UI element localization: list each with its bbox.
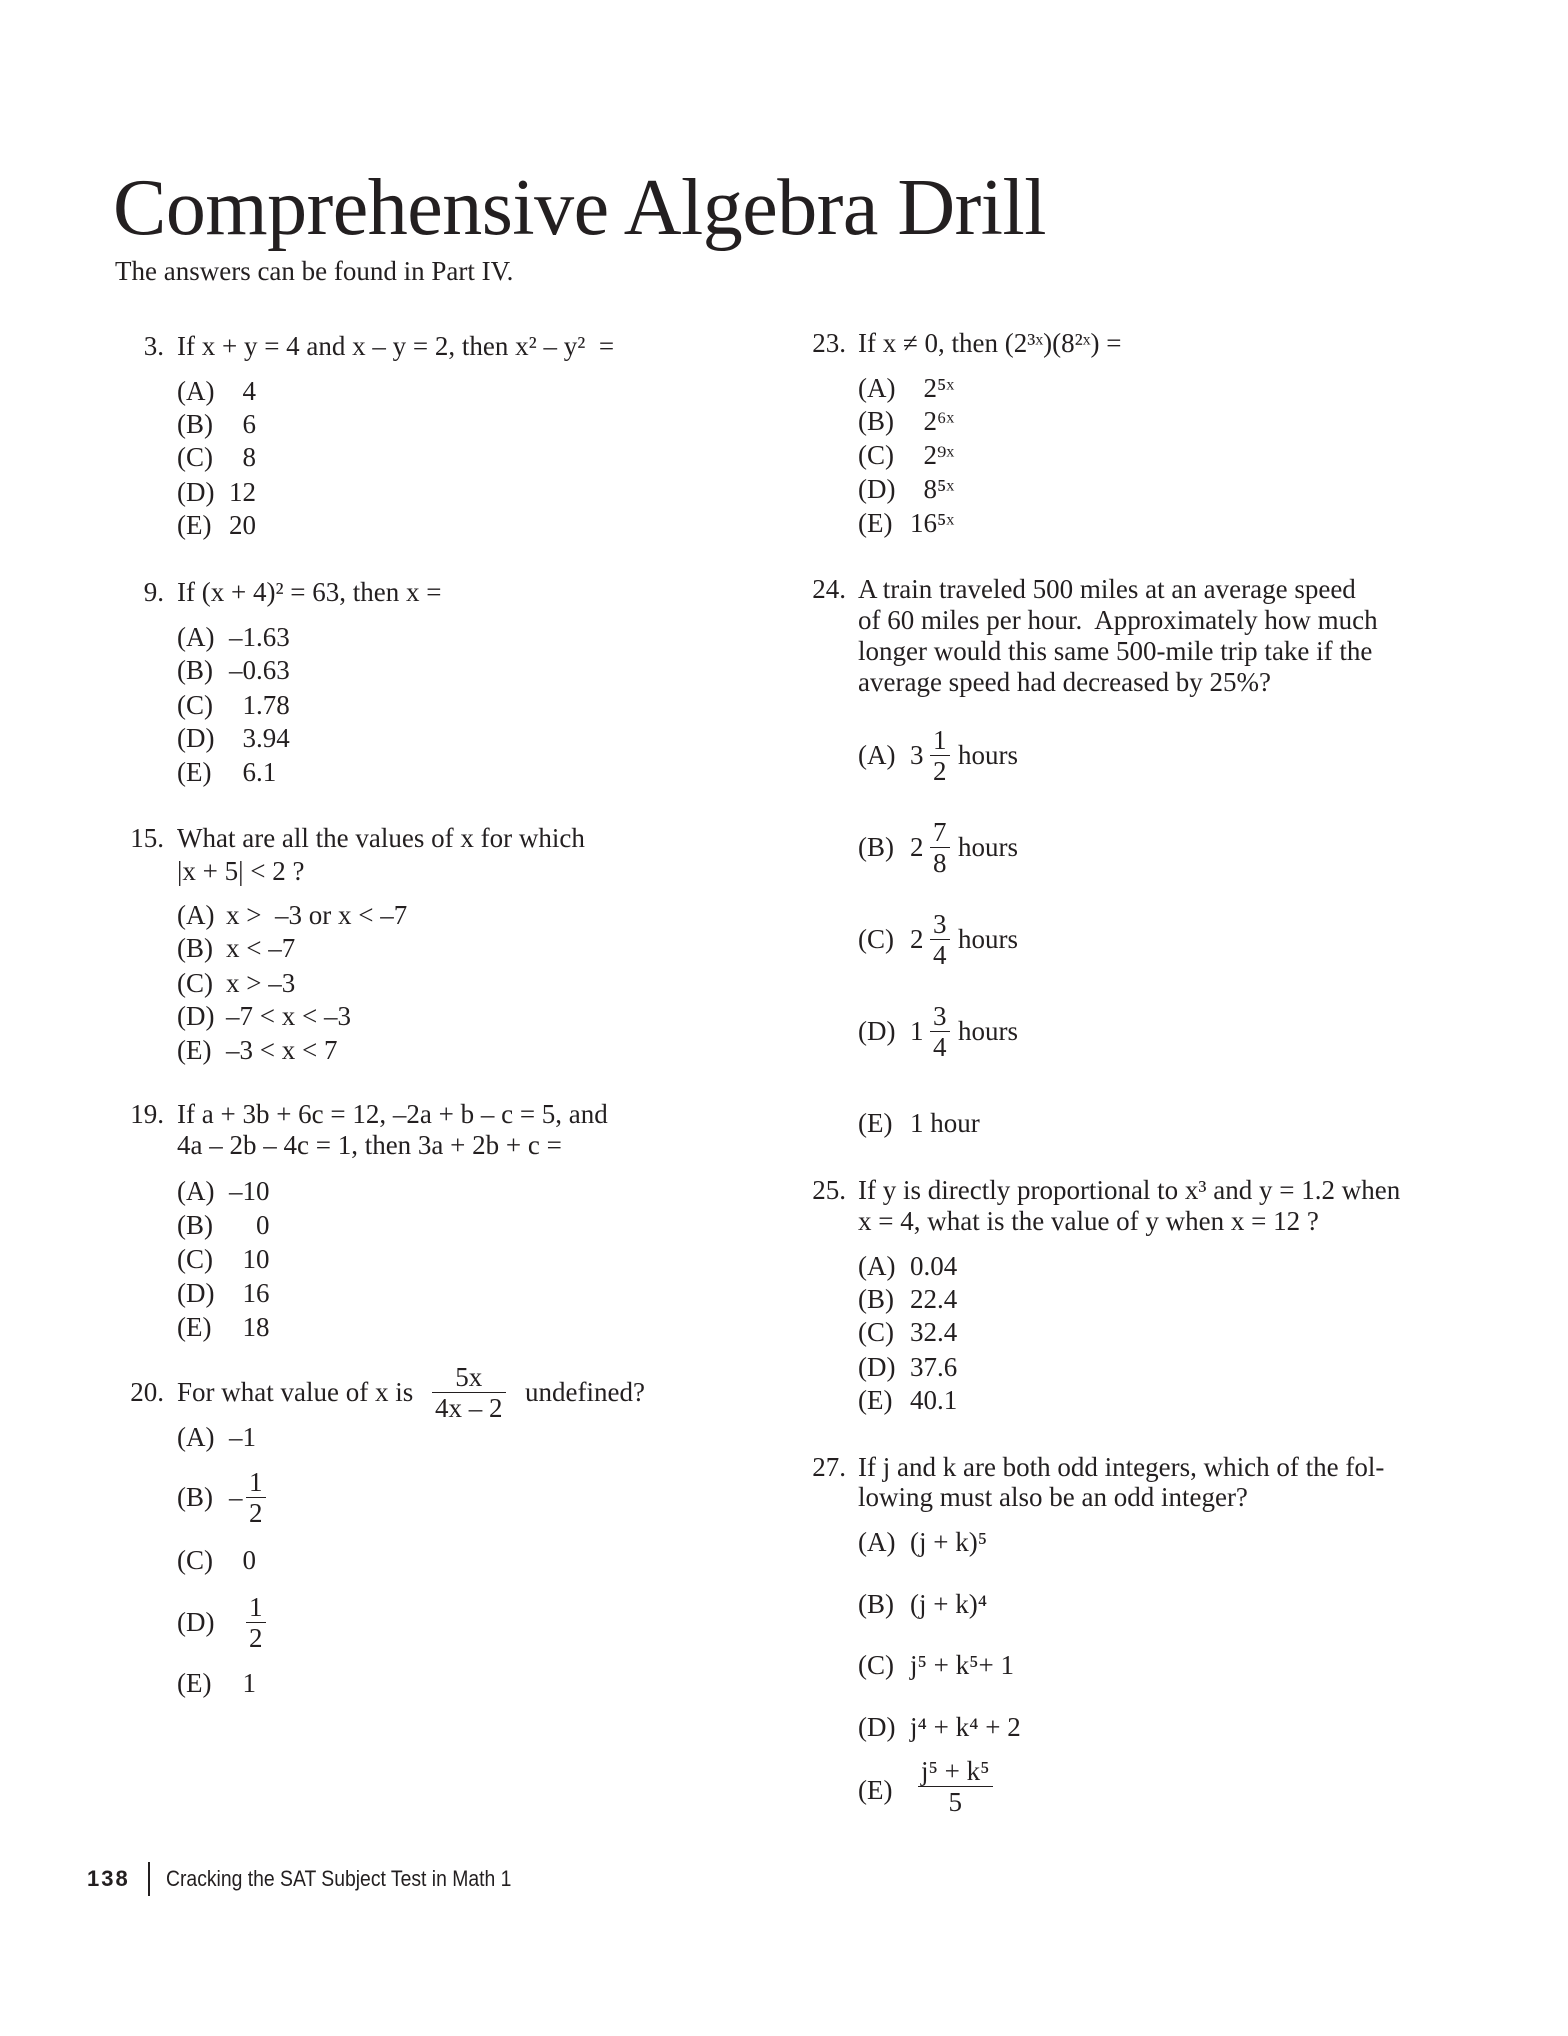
page-number: 138 xyxy=(87,1866,130,1891)
choice-label: (D) xyxy=(177,1278,215,1308)
choice-label: (A) xyxy=(858,1251,896,1281)
choice-label: (B) xyxy=(858,1284,894,1314)
choice-label: (A) xyxy=(177,900,215,930)
choice-value: 10 xyxy=(229,1244,270,1274)
question-stem: If a + 3b + 6c = 12, –2a + b – c = 5, and xyxy=(177,1099,608,1129)
choice-label: (A) xyxy=(858,373,896,403)
choice-value: (j + k)⁵ xyxy=(910,1527,988,1557)
choice-label: (E) xyxy=(858,1108,893,1138)
choice-label: (D) xyxy=(858,1712,896,1742)
question-stem: |x + 5| < 2 ? xyxy=(177,856,305,886)
choice-value: –3 < x < 7 xyxy=(226,1035,338,1065)
choice-value: 2⁹ˣ xyxy=(910,440,955,470)
fraction-numerator: 5x xyxy=(455,1362,483,1392)
choice-label: (E) xyxy=(177,757,212,787)
choice-unit: hours xyxy=(958,832,1018,862)
question-stem: What are all the values of x for which xyxy=(177,823,585,853)
choice-label: (D) xyxy=(177,477,215,507)
page-subtitle: The answers can be found in Part IV. xyxy=(115,256,514,286)
choice-value: 16 xyxy=(229,1278,270,1308)
question-number: 24. xyxy=(812,574,846,604)
choice-value: –1 xyxy=(229,1422,256,1452)
choice-value: 8 xyxy=(229,442,256,472)
choice-label: (B) xyxy=(177,1482,213,1512)
choice-label: (A) xyxy=(177,1176,215,1206)
question-number: 19. xyxy=(130,1099,164,1129)
question-number: 20. xyxy=(130,1377,164,1407)
choice-value: 1 xyxy=(229,1668,256,1698)
fraction xyxy=(918,1756,993,1817)
choice-value: 3.94 xyxy=(229,723,290,753)
choice-unit: hours xyxy=(958,1016,1018,1046)
choice-label: (B) xyxy=(177,933,213,963)
choice-value: j⁴ + k⁴ + 2 xyxy=(910,1712,1021,1742)
choice-label: (C) xyxy=(177,442,213,472)
fraction xyxy=(930,909,950,970)
question-stem: If x ≠ 0, then (2³ˣ)(8²ˣ) = xyxy=(858,328,1122,358)
choice-value: x > –3 or x < –7 xyxy=(226,900,408,930)
fraction-numerator: 1 xyxy=(249,1592,263,1622)
choice-label: (E) xyxy=(177,1668,212,1698)
question-stem: If (x + 4)² = 63, then x = xyxy=(177,577,442,607)
choice-label: (C) xyxy=(858,1650,894,1680)
choice-value: 18 xyxy=(229,1312,270,1342)
fraction-numerator: j⁵ + k⁵ xyxy=(921,1756,990,1786)
choice-label: (B) xyxy=(177,655,213,685)
choice-value: 1 hour xyxy=(910,1108,980,1138)
choice-label: (B) xyxy=(858,1589,894,1619)
question-number: 23. xyxy=(812,328,846,358)
choice-value: 1.78 xyxy=(229,690,290,720)
choice-whole: 3 xyxy=(910,740,924,770)
choice-label: (D) xyxy=(858,474,896,504)
choice-label: (A) xyxy=(858,740,896,770)
choice-value: –10 xyxy=(229,1176,270,1206)
question-stem: 4a – 2b – 4c = 1, then 3a + 2b + c = xyxy=(177,1130,562,1160)
choice-value: 0.04 xyxy=(910,1251,958,1281)
fraction xyxy=(432,1362,506,1423)
choice-label: (A) xyxy=(177,1422,215,1452)
fraction-numerator: 1 xyxy=(249,1467,263,1497)
fraction-denominator: 5 xyxy=(948,1787,963,1817)
choice-whole: 2 xyxy=(910,924,924,954)
choice-value: –1.63 xyxy=(229,622,290,652)
choice-value: 6 xyxy=(229,409,256,439)
question-stem: longer would this same 500-mile trip take if the xyxy=(858,636,1373,666)
choice-label: (D) xyxy=(858,1016,896,1046)
choice-value: 32.4 xyxy=(910,1317,958,1347)
question-number: 15. xyxy=(130,823,164,853)
choice-value: 8⁵ˣ xyxy=(910,474,955,504)
choice-label: (B) xyxy=(858,832,894,862)
choice-value: 2⁶ˣ xyxy=(910,406,955,436)
choice-label: (D) xyxy=(177,1001,215,1031)
choice-value: 0 xyxy=(229,1210,270,1240)
question-stem: If x + y = 4 and x – y = 2, then x² – y² = xyxy=(177,331,615,361)
choice-whole: 2 xyxy=(910,832,924,862)
question-number: 3. xyxy=(143,331,164,361)
choice-label: (C) xyxy=(858,440,894,470)
choice-value: j⁵ + k⁵+ 1 xyxy=(910,1650,1015,1680)
question-stem: If y is directly proportional to x³ and y = 1.2 when xyxy=(858,1175,1401,1205)
choice-value: 22.4 xyxy=(910,1284,958,1314)
fraction-numerator: 7 xyxy=(933,817,947,847)
choice-label: (B) xyxy=(858,406,894,436)
choice-label: (A) xyxy=(177,622,215,652)
choice-value: 4 xyxy=(229,376,256,406)
choice-value: (j + k)⁴ xyxy=(910,1589,988,1619)
book-title: Cracking the SAT Subject Test in Math 1 xyxy=(166,1866,512,1891)
choice-unit: hours xyxy=(958,924,1018,954)
choice-label: (B) xyxy=(177,409,213,439)
choice-label: (D) xyxy=(858,1352,896,1382)
footer-divider xyxy=(148,1862,150,1896)
question-stem: lowing must also be an odd integer? xyxy=(858,1482,1248,1512)
choice-label: (E) xyxy=(177,510,212,540)
choice-sign: – xyxy=(229,1482,243,1512)
choice-label: (C) xyxy=(177,1545,213,1575)
choice-value: 16⁵ˣ xyxy=(910,508,955,538)
choice-label: (C) xyxy=(858,1317,894,1347)
fraction xyxy=(246,1592,266,1653)
choice-value: 2⁵ˣ xyxy=(910,373,955,403)
fraction-denominator: 4x – 2 xyxy=(435,1393,503,1423)
question-stem: average speed had decreased by 25%? xyxy=(858,667,1272,697)
choice-label: (E) xyxy=(177,1035,212,1065)
choice-value: 0 xyxy=(229,1545,256,1575)
choice-value: 40.1 xyxy=(910,1385,958,1415)
question-stem: of 60 miles per hour. Approximately how much xyxy=(858,605,1378,635)
choice-label: (D) xyxy=(177,1607,215,1637)
fraction xyxy=(930,817,950,878)
question-number: 25. xyxy=(812,1175,846,1205)
choice-label: (C) xyxy=(177,690,213,720)
fraction-denominator: 4 xyxy=(933,1032,947,1062)
fraction-denominator: 2 xyxy=(933,756,947,786)
choice-value: x > –3 xyxy=(226,968,296,998)
fraction xyxy=(246,1467,266,1528)
fraction-numerator: 3 xyxy=(933,1001,947,1031)
fraction-denominator: 8 xyxy=(933,848,947,878)
question-number: 27. xyxy=(812,1452,846,1482)
choice-label: (A) xyxy=(858,1527,896,1557)
choice-label: (B) xyxy=(177,1210,213,1240)
choice-label: (A) xyxy=(177,376,215,406)
fraction-denominator: 4 xyxy=(933,940,947,970)
page-title: Comprehensive Algebra Drill xyxy=(113,164,1046,252)
fraction-denominator: 2 xyxy=(249,1498,263,1528)
question-number: 9. xyxy=(143,577,164,607)
question-stem: A train traveled 500 miles at an average speed xyxy=(858,574,1356,604)
choice-label: (C) xyxy=(177,1244,213,1274)
choice-label: (D) xyxy=(177,723,215,753)
choice-label: (E) xyxy=(177,1312,212,1342)
choice-value: –7 < x < –3 xyxy=(226,1001,351,1031)
fraction xyxy=(930,725,950,786)
choice-label: (E) xyxy=(858,1385,893,1415)
choice-value: 20 xyxy=(229,510,256,540)
choice-label: (C) xyxy=(858,924,894,954)
question-stem: For what value of x is xyxy=(177,1377,414,1407)
fraction-numerator: 1 xyxy=(933,725,947,755)
choice-value: 12 xyxy=(229,477,256,507)
choice-unit: hours xyxy=(958,740,1018,770)
choice-value: 37.6 xyxy=(910,1352,958,1382)
question-stem: If j and k are both odd integers, which of the fol- xyxy=(858,1452,1385,1482)
fraction-denominator: 2 xyxy=(249,1623,263,1653)
choice-value: 6.1 xyxy=(229,757,277,787)
question-stem: undefined? xyxy=(525,1377,645,1407)
fraction-numerator: 3 xyxy=(933,909,947,939)
question-stem: x = 4, what is the value of y when x = 12 ? xyxy=(858,1206,1319,1236)
choice-label: (C) xyxy=(177,968,213,998)
choice-label: (E) xyxy=(858,1775,893,1805)
fraction xyxy=(930,1001,950,1062)
choice-value: x < –7 xyxy=(226,933,296,963)
choice-value: –0.63 xyxy=(229,655,290,685)
choice-whole: 1 xyxy=(910,1016,924,1046)
choice-label: (E) xyxy=(858,508,893,538)
